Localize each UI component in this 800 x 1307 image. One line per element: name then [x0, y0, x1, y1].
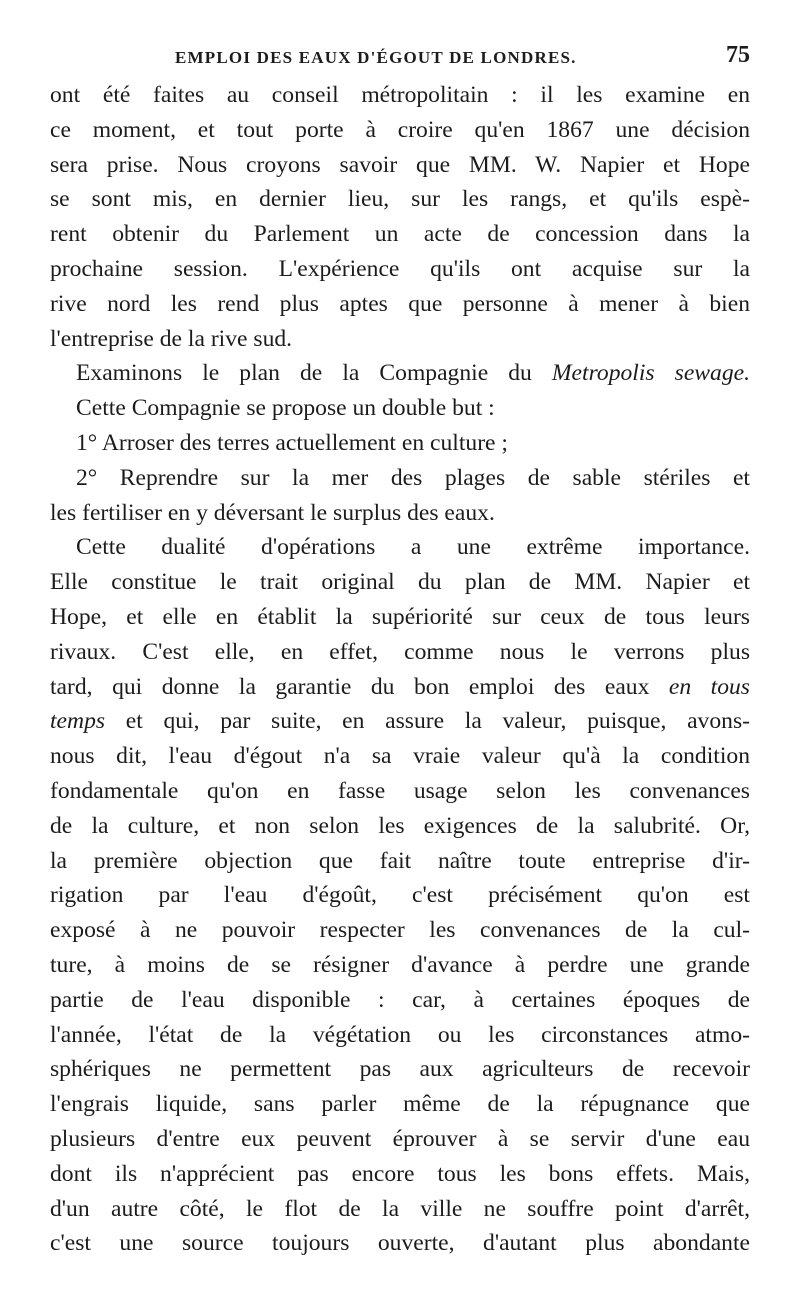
- line-text: ce moment, et tout porte à croire qu'en 1867 une décision: [50, 116, 750, 143]
- text-line: [50, 809, 750, 844]
- text-line: [50, 78, 750, 113]
- text-line: [50, 565, 750, 600]
- line-text: c'est une source toujours ouverte, d'autant plus abondante: [50, 1230, 750, 1257]
- line-text: Cette Compagnie se propose un double but :: [76, 395, 495, 422]
- line-text: sera prise. Nous croyons savoir que MM. W. Napier et Hope: [50, 151, 750, 178]
- text-line: [50, 844, 750, 879]
- text-line: [50, 182, 750, 217]
- line-text: et qui, par suite, en assure la valeur, puisque, avons-: [105, 708, 750, 735]
- italic-text: Metropolis sewage.: [551, 360, 750, 387]
- text-line: [50, 322, 750, 357]
- line-text: rive nord les rend plus aptes que personne à mener à bien: [50, 290, 750, 317]
- text-line: [50, 878, 750, 913]
- line-text: partie de l'eau disponible : car, à certaines époques de: [50, 986, 750, 1013]
- line-text: fondamentale qu'on en fasse usage selon les convenances: [50, 777, 750, 804]
- text-line: [50, 913, 750, 948]
- text-line: [50, 704, 750, 739]
- italic-text: en tous: [668, 673, 750, 700]
- line-text: l'année, l'état de la végétation ou les circonstances atmo-: [50, 1021, 750, 1048]
- text-line: [50, 426, 750, 461]
- text-line: [50, 252, 750, 287]
- text-line: [50, 1122, 750, 1157]
- text-line: [50, 983, 750, 1018]
- text-line: [50, 391, 750, 426]
- line-text: Examinons le plan de la Compagnie du: [76, 360, 552, 387]
- line-text: nous dit, l'eau d'égout n'a sa vraie valeur qu'à la condition: [50, 743, 750, 770]
- line-text: Elle constitue le trait original du plan de MM. Napier et: [50, 569, 750, 596]
- text-line: [50, 113, 750, 148]
- line-text: l'engrais liquide, sans parler même de la répugnance que: [50, 1091, 750, 1118]
- line-text: tard, qui donne la garantie du bon emploi des eaux: [50, 673, 669, 700]
- text-line: [50, 739, 750, 774]
- line-text: Hope, et elle en établit la supériorité sur ceux de tous leurs: [50, 603, 750, 630]
- text-line: [50, 356, 750, 391]
- line-text: 1° Arroser des terres actuellement en culture ;: [76, 429, 508, 456]
- line-text: plusieurs d'entre eux peuvent éprouver à se servir d'une eau: [50, 1125, 750, 1152]
- line-text: exposé à ne pouvoir respecter les convenances de la cul-: [50, 917, 750, 944]
- line-text: rivaux. C'est elle, en effet, comme nous le verrons plus: [50, 638, 750, 665]
- line-text: Cette dualité d'opérations a une extrême importance.: [76, 534, 750, 561]
- text-line: [50, 1018, 750, 1053]
- line-text: sphériques ne permettent pas aux agriculteurs de recevoir: [50, 1056, 750, 1083]
- line-text: l'entreprise de la rive sud.: [50, 325, 293, 352]
- text-line: [50, 635, 750, 670]
- text-line: [50, 1226, 750, 1261]
- text-line: [50, 461, 750, 496]
- line-text: se sont mis, en dernier lieu, sur les rangs, et qu'ils espè-: [50, 186, 750, 213]
- line-text: rent obtenir du Parlement un acte de concession dans la: [50, 221, 750, 248]
- text-line: [50, 1157, 750, 1192]
- line-text: rigation par l'eau d'égoût, c'est précisément qu'on est: [50, 882, 750, 909]
- italic-text: temps: [50, 708, 106, 735]
- text-line: [50, 496, 750, 531]
- line-text: la première objection que fait naître toute entreprise d'ir-: [50, 847, 750, 874]
- text-line: [50, 600, 750, 635]
- text-line: [50, 774, 750, 809]
- line-text: prochaine session. L'expérience qu'ils ont acquise sur la: [50, 255, 750, 282]
- text-line: [50, 217, 750, 252]
- text-line: [50, 1052, 750, 1087]
- page-header: [50, 36, 750, 78]
- text-line: [50, 287, 750, 322]
- text-line: [50, 1192, 750, 1227]
- line-text: 2° Reprendre sur la mer des plages de sable stériles et: [76, 464, 750, 491]
- text-line: [50, 530, 750, 565]
- text-line: [50, 1087, 750, 1122]
- text-line: [50, 670, 750, 705]
- body-text: [50, 78, 750, 1261]
- text-line: [50, 148, 750, 183]
- line-text: ture, à moins de se résigner d'avance à perdre une grande: [50, 951, 750, 978]
- running-head: EMPLOI DES EAUX D'ÉGOUT DE LONDRES.: [175, 48, 577, 67]
- line-text: dont ils n'apprécient pas encore tous les bons effets. Mais,: [50, 1160, 750, 1187]
- line-text: d'un autre côté, le flot de la ville ne souffre point d'arrêt,: [50, 1195, 750, 1222]
- line-text: ont été faites au conseil métropolitain : il les examine en: [50, 82, 750, 108]
- line-text: de la culture, et non selon les exigences de la salubrité. Or,: [50, 812, 750, 839]
- text-line: [50, 948, 750, 983]
- line-text: les fertiliser en y déversant le surplus des eaux.: [50, 499, 495, 526]
- page-number: 75: [726, 42, 750, 68]
